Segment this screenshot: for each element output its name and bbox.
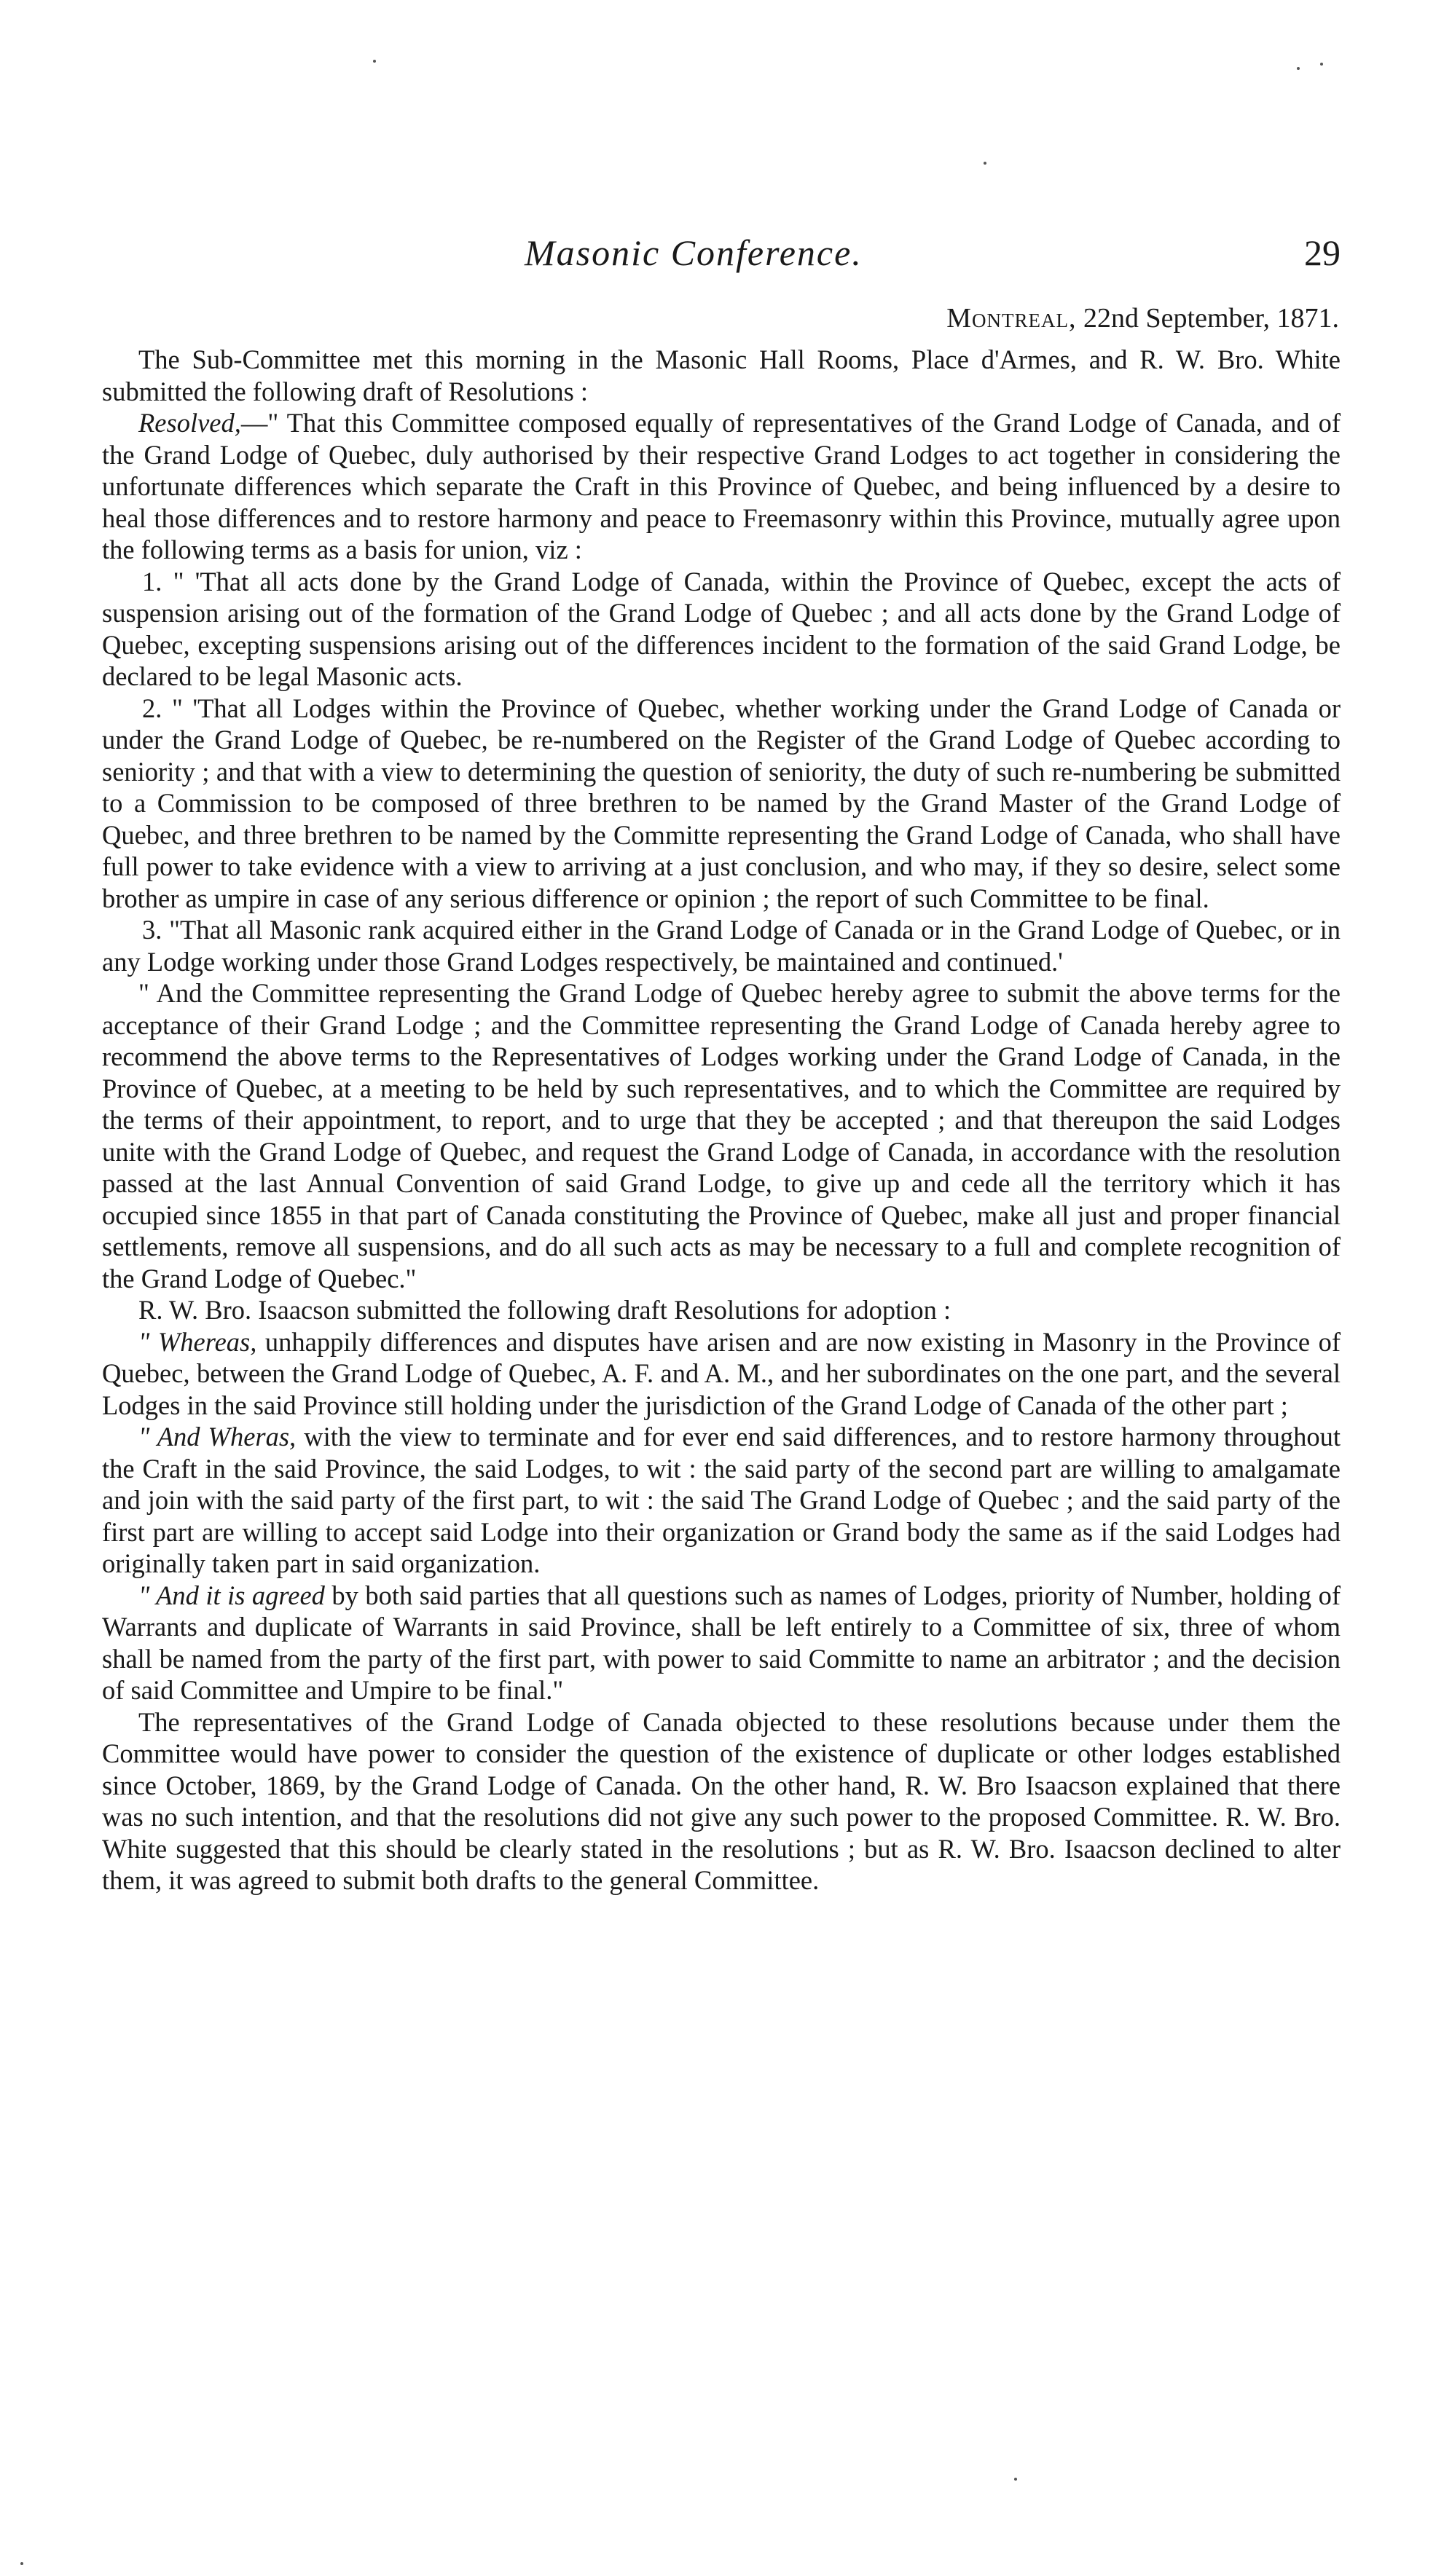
dateline-place: Montreal,: [946, 303, 1077, 334]
paragraph-text: —" That this Committee composed equally of representatives of the Grand Lodge of Canada, and of the Grand Lodge of Quebec, duly authorised by their respective Grand Lodges to act together in considering the unfortunate differences which separate the Craft in this Province of Quebec, and being influenced by a desire to heal those differences and to restore harmony and peace to Freemasonry within this Province, mutually agree upon the following terms as a basis for union, viz :: [102, 408, 1341, 564]
paragraph-lead: Resolved,: [138, 408, 241, 438]
paragraph: [102, 1421, 1341, 1580]
paragraph-text: unhappily differences and disputes have arisen and are now existing in Masonry in the Province of Quebec, between the Grand Lodge of Quebec, A. F. and A. M., and her subordinates on the one part, and the several Lodges in the said Province still holding under the jurisdiction of the Grand Lodge of Canada of the other part ;: [102, 1326, 1341, 1420]
paragraph: [102, 693, 1341, 915]
paragraph: [102, 1294, 1341, 1326]
paragraph: [102, 914, 1341, 977]
paragraph-text: 3. "That all Masonic rank acquired either in the Grand Lodge of Canada or in the Grand Lodge of Quebec, or in any Lodge working under those Grand Lodges respectively, be maintained and continued.': [102, 915, 1341, 977]
paragraph: [102, 344, 1341, 407]
paper-speck: [984, 162, 986, 165]
paragraph: [102, 1580, 1341, 1706]
paragraph-lead: " Whereas,: [138, 1326, 257, 1357]
paragraph: [102, 977, 1341, 1294]
paper-speck: [1320, 63, 1323, 66]
paragraph: [102, 407, 1341, 566]
paragraph: [102, 1706, 1341, 1896]
paper-speck: [1297, 67, 1300, 70]
paper-speck: [1014, 2478, 1017, 2481]
paragraph-text: The Sub-Committee met this morning in the Masonic Hall Rooms, Place d'Armes, and R. W. Bro. White submitted the following draft of Resolutions :: [102, 344, 1341, 406]
paragraph-text: 1. " 'That all acts done by the Grand Lodge of Canada, within the Province of Quebec, except the acts of suspension arising out of the formation of the Grand Lodge of Quebec ; and all acts done by the Grand Lodge of Quebec, excepting suspensions arising out of the differences incident to the formation of the said Grand Lodge, be declared to be legal Masonic acts.: [102, 566, 1341, 691]
paragraph-text: with the view to terminate and for ever end said differences, and to restore harmony throughout the Craft in the said Province, the said Lodges, to wit : the said party of the second part are willing to amalgamate and join with the said party of the first part, to wit : the said The Grand Lodge of Quebec ; and the said party of the first part are willing to accept said Lodge into their organization or Grand body the same as if the said Lodges had originally taken part in said organization.: [102, 1422, 1341, 1578]
dateline-date: 22nd September, 1871.: [1083, 303, 1339, 334]
running-head: [102, 232, 1341, 283]
paragraph-text: by both said parties that all questions such as names of Lodges, priority of Number, holding of Warrants and duplicate of Warrants in said Province, shall be left entirely to a Committee of six, three of whom shall be named from the party of the first part, with power to said Committe to name an arbitrator ; and the decision of said Committee and Umpire to be final.": [102, 1580, 1341, 1705]
paper-speck: [373, 60, 376, 63]
paragraph: [102, 1326, 1341, 1422]
paragraph-text: 2. " 'That all Lodges within the Province of Quebec, whether working under the Grand Lodge of Canada or under the Grand Lodge of Quebec, be re-numbered on the Register of the Grand Lodge of Quebec according to seniority ; and that with a view to determining the question of seniority, the duty of such re-numbering be submitted to a Commission to be composed of three brethren to be named by the Grand Master of the Grand Lodge of Quebec, and three brethren to be named by the Committe representing the Grand Lodge of Canada, who shall have full power to take evidence with a view to arriving at a just conclusion, and who may, if they so desire, select some brother as umpire in case of any serious difference or opinion ; the report of such Committee to be final.: [102, 693, 1341, 913]
paragraph-text: " And the Committee representing the Grand Lodge of Quebec hereby agree to submit the above terms for the acceptance of their Grand Lodge ; and the Committee representing the Grand Lodge of Canada hereby agree to recommend the above terms to the Representatives of Lodges working under the Grand Lodge of Canada, in the Province of Quebec, at a meeting to be held by such representatives, and to which the Committee are required by the terms of their appointment, to report, and to urge that they be accepted ; and that thereupon the said Lodges unite with the Grand Lodge of Quebec, and request the Grand Lodge of Canada, in accordance with the resolution passed at the last Annual Convention of said Grand Lodge, to give up and cede all the territory which it has occupied since 1855 in that part of Canada constituting the Province of Quebec, make all just and proper financial settlements, remove all suspensions, and do all such acts as may be necessary to a full and complete recognition of the Grand Lodge of Quebec.": [102, 978, 1341, 1293]
paragraph-text: R. W. Bro. Isaacson submitted the following draft Resolutions for adoption :: [138, 1295, 951, 1325]
paragraph-lead: " And Wheras,: [138, 1422, 297, 1452]
paragraph: [102, 566, 1341, 693]
page-number: 29: [1304, 232, 1341, 273]
body-text: [102, 344, 1341, 1896]
paragraph-text: The representatives of the Grand Lodge of Canada objected to these resolutions because under them the Committee would have power to consider the question of the existence of duplicate or other lodges established since October, 1869, by the Grand Lodge of Canada. On the other hand, R. W. Bro Isaacson explained that there was no such intention, and that the resolutions did not give any such power to the proposed Committee. R. W. Bro. White suggested that this should be clearly stated in the resolutions ; but as R. W. Bro. Isaacson declined to alter them, it was agreed to submit both drafts to the general Committee.: [102, 1706, 1341, 1895]
paragraph-lead: " And it is agreed: [138, 1580, 325, 1610]
dateline: [946, 302, 1339, 334]
paper-speck: [20, 2562, 23, 2565]
running-title: Masonic Conference.: [525, 232, 863, 273]
